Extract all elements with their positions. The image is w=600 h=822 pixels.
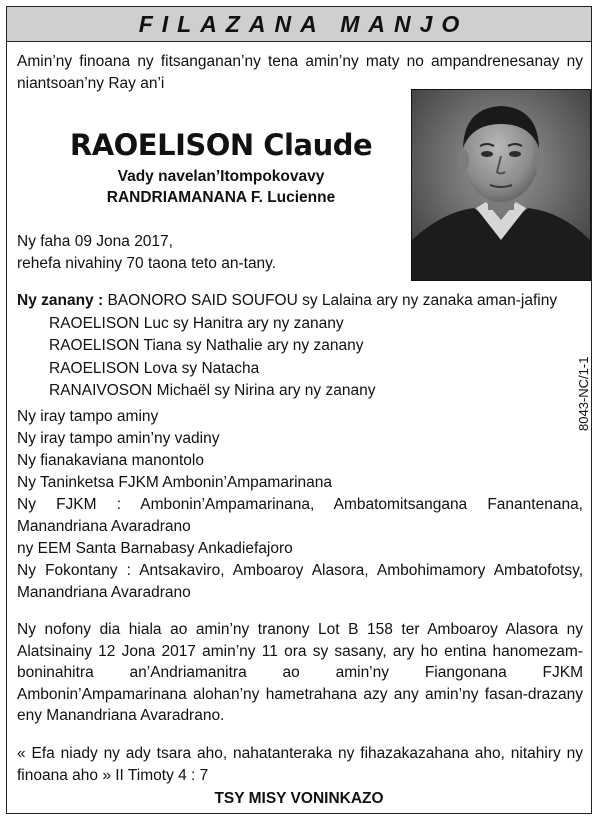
- family-entry: Ny FJKM : Ambonin’Ampamarinana, Ambatomitsangana Fanantenana, Manandriana Avaradrano: [17, 496, 583, 535]
- family-entry: Ny fianakaviana manontolo: [17, 452, 204, 469]
- family-entry: Ny iray tampo amin’ny vadiny: [17, 430, 220, 447]
- reference-code: 8043-NC/1-1: [576, 356, 591, 431]
- children-label: Ny zanany :: [17, 292, 104, 309]
- deceased-portrait: [411, 89, 591, 281]
- family-entry: Ny Fokontany : Antsakaviro, Amboaroy Alasora, Ambohimamory Ambatofotsy, Manandriana Avaradrano: [17, 562, 583, 601]
- spouse-title: Vady navelan’Itompokovavy: [117, 168, 325, 185]
- child-entry: RAOELISON Tiana sy Nathalie ary ny zanany: [49, 337, 364, 354]
- family-entry: Ny iray tampo aminy: [17, 408, 159, 425]
- spouse-name: RANDRIAMANANA F. Lucienne: [106, 189, 336, 206]
- child-entry: RANAIVOSON Michaël sy Nirina ary ny zanany: [49, 382, 376, 399]
- family-entry: ny EEM Santa Barnabasy Ankadiefajoro: [17, 540, 293, 557]
- child-entry: BAONORO SAID SOUFOU sy Lalaina ary ny zanaka aman-jafiny: [107, 292, 558, 309]
- obituary-notice: [6, 6, 592, 814]
- family-entry: Ny Taninketsa FJKM Ambonin’Ampamarinana: [17, 474, 333, 491]
- deceased-name: RAOELISON Claude: [69, 128, 373, 162]
- funeral-details: Ny nofony dia hiala ao amin’ny tranony Lot B 158 ter Amboaroy Alasora ny Alatsinainy 12 Jona 2017 amin’ny 11 ora sy sasany, ary ho entina hanomezam-boninahitra an’Andriamanitra ao amin’ny Fiangonana FJKM Ambonin’Ampamarinana alohan’ny hametrahana azy any amin’ny fasan-drazany eny Manandriana Avaradrano.: [17, 621, 583, 724]
- children-list: [17, 290, 583, 403]
- child-entry: RAOELISON Luc sy Hanitra ary ny zanany: [49, 314, 344, 332]
- death-date: Ny faha 09 Jona 2017,: [17, 233, 173, 250]
- bible-verse: « Efa niady ny ady tsara aho, nahatanteraka ny fihazakazahana aho, nitahiry ny finoana aho » II Timoty 4 : 7: [17, 745, 583, 784]
- child-entry: RAOELISON Lova sy Natacha: [49, 359, 260, 377]
- intro-text: Amin’ny finoana ny fitsanganan’ny tena amin’ny maty no ampandrenesanay ny niantsoan’ny Ray an’i: [17, 53, 583, 92]
- death-age: rehefa nivahiny 70 taona teto an-tany.: [17, 255, 277, 272]
- notice-title: FILAZANA MANJO: [138, 10, 469, 37]
- closing-note: TSY MISY VONINKAZO: [214, 790, 384, 807]
- children-row: [17, 290, 583, 313]
- family-list: [17, 406, 583, 604]
- header-bar: [7, 7, 591, 42]
